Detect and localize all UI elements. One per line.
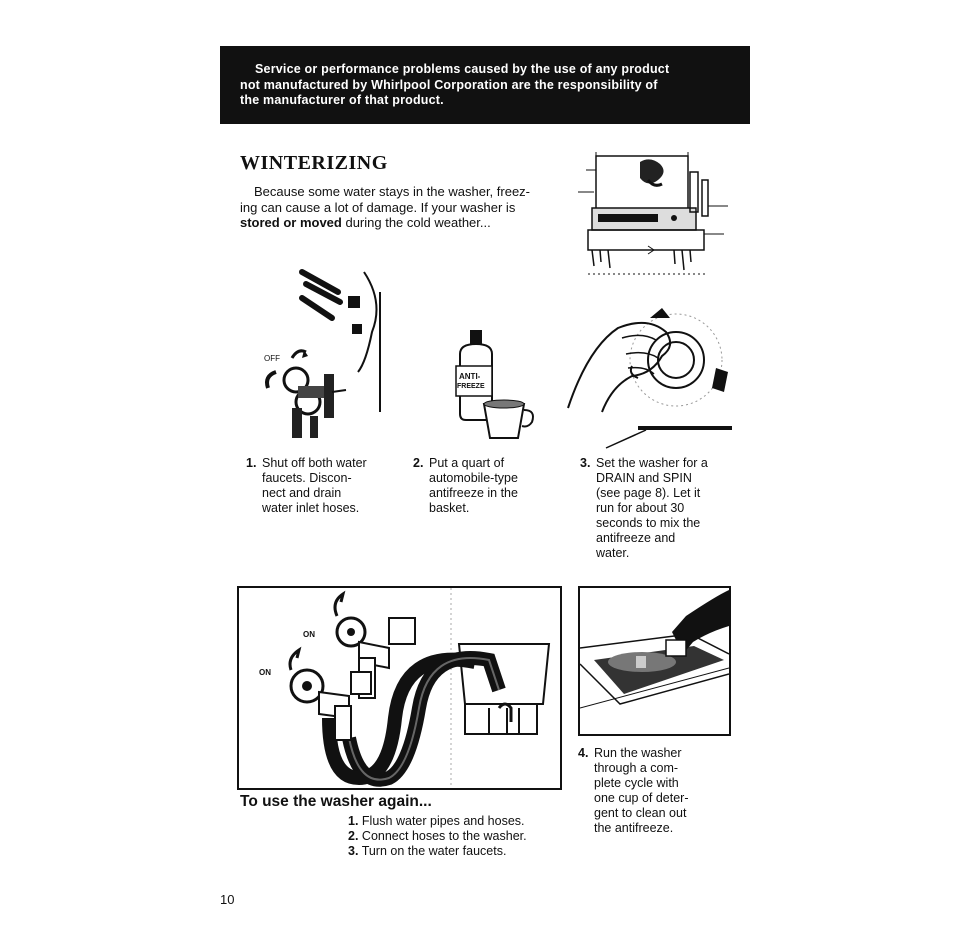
step-2-line-2: automobile-type bbox=[429, 471, 518, 485]
step-4-line-6: the antifreeze. bbox=[594, 821, 674, 835]
step-1-line-1: Shut off both water bbox=[262, 456, 367, 470]
on-label-lower: ON bbox=[259, 668, 271, 677]
use-again-heading: To use the washer again... bbox=[240, 793, 432, 810]
step-2-line-3: antifreeze in the bbox=[429, 486, 518, 500]
step-1-line-4: water inlet hoses. bbox=[262, 501, 360, 515]
step-1-number: 1. bbox=[246, 456, 257, 470]
antifreeze-illustration bbox=[448, 330, 538, 442]
step-4-line-2: through a com- bbox=[594, 761, 679, 775]
step-3-line-2: DRAIN and SPIN bbox=[596, 471, 692, 485]
detergent-illustration-frame bbox=[578, 586, 731, 736]
step-3-line-3: (see page 8). Let it bbox=[596, 486, 701, 500]
step-1-line-2: faucets. Discon- bbox=[262, 471, 352, 485]
step-4-line-1: Run the washer bbox=[594, 746, 682, 760]
use-again-item-1-number: 1. bbox=[348, 814, 359, 828]
dial-setting-illustration bbox=[566, 298, 732, 452]
use-again-item-1 bbox=[348, 814, 527, 829]
step-3 bbox=[580, 456, 750, 561]
notice-line-3: the manufacturer of that product. bbox=[240, 93, 444, 107]
service-notice-banner bbox=[220, 46, 750, 124]
intro-line-1: Because some water stays in the washer, freez- bbox=[254, 184, 531, 199]
step-4-line-4: one cup of deter- bbox=[594, 791, 689, 805]
step-3-number: 3. bbox=[580, 456, 591, 470]
faucets-off-drawing bbox=[262, 262, 392, 442]
use-again-item-3-text: Turn on the water faucets. bbox=[361, 844, 507, 858]
on-label-upper: ON bbox=[303, 630, 315, 639]
faucets-on-drawing bbox=[239, 588, 560, 788]
intro-line-2: ing can cause a lot of damage. If your washer is bbox=[240, 199, 516, 215]
intro-bold-phrase: stored or moved bbox=[240, 215, 342, 230]
use-again-item-1-text: Flush water pipes and hoses. bbox=[361, 814, 525, 828]
step-4-line-5: gent to clean out bbox=[594, 806, 687, 820]
notice-line-1: Service or performance problems caused by the use of any product bbox=[255, 62, 670, 76]
step-4 bbox=[578, 746, 748, 836]
use-again-item-2-number: 2. bbox=[348, 829, 359, 843]
faucets-on-illustration-frame bbox=[237, 586, 562, 790]
step-3-line-5: seconds to mix the bbox=[596, 516, 701, 530]
step-2-line-1: Put a quart of bbox=[429, 456, 505, 470]
use-again-item-3 bbox=[348, 844, 527, 859]
step-2 bbox=[413, 456, 573, 516]
use-again-item-3-number: 3. bbox=[348, 844, 359, 858]
intro-tail: during the cold weather... bbox=[341, 215, 491, 230]
step-2-line-4: basket. bbox=[429, 501, 470, 515]
notice-line-2: not manufactured by Whirlpool Corporation are the responsibility of bbox=[240, 77, 658, 92]
intro-line-3 bbox=[240, 215, 580, 231]
washer-cold-illustration bbox=[578, 150, 730, 280]
use-again-list bbox=[348, 814, 527, 859]
intro-paragraph bbox=[240, 184, 580, 231]
faucets-off-illustration bbox=[262, 262, 392, 442]
section-title: WINTERIZING bbox=[240, 152, 388, 174]
off-label: OFF bbox=[264, 354, 280, 363]
jug-label-line-2: FREEZE bbox=[457, 383, 485, 390]
use-again-item-2 bbox=[348, 829, 527, 844]
detergent-drawing bbox=[580, 588, 729, 734]
step-1 bbox=[246, 456, 406, 516]
step-3-line-7: water. bbox=[596, 546, 630, 560]
page-number: 10 bbox=[220, 892, 235, 907]
use-again-item-2-text: Connect hoses to the washer. bbox=[361, 829, 527, 843]
step-4-number: 4. bbox=[578, 746, 589, 760]
step-2-number: 2. bbox=[413, 456, 424, 470]
step-3-line-4: run for about 30 bbox=[596, 501, 685, 515]
step-3-line-1: Set the washer for a bbox=[596, 456, 708, 470]
step-3-line-6: antifreeze and bbox=[596, 531, 676, 545]
step-1-line-3: nect and drain bbox=[262, 486, 342, 500]
step-4-line-3: plete cycle with bbox=[594, 776, 679, 790]
jug-label-line-1: ANTI- bbox=[459, 372, 481, 381]
